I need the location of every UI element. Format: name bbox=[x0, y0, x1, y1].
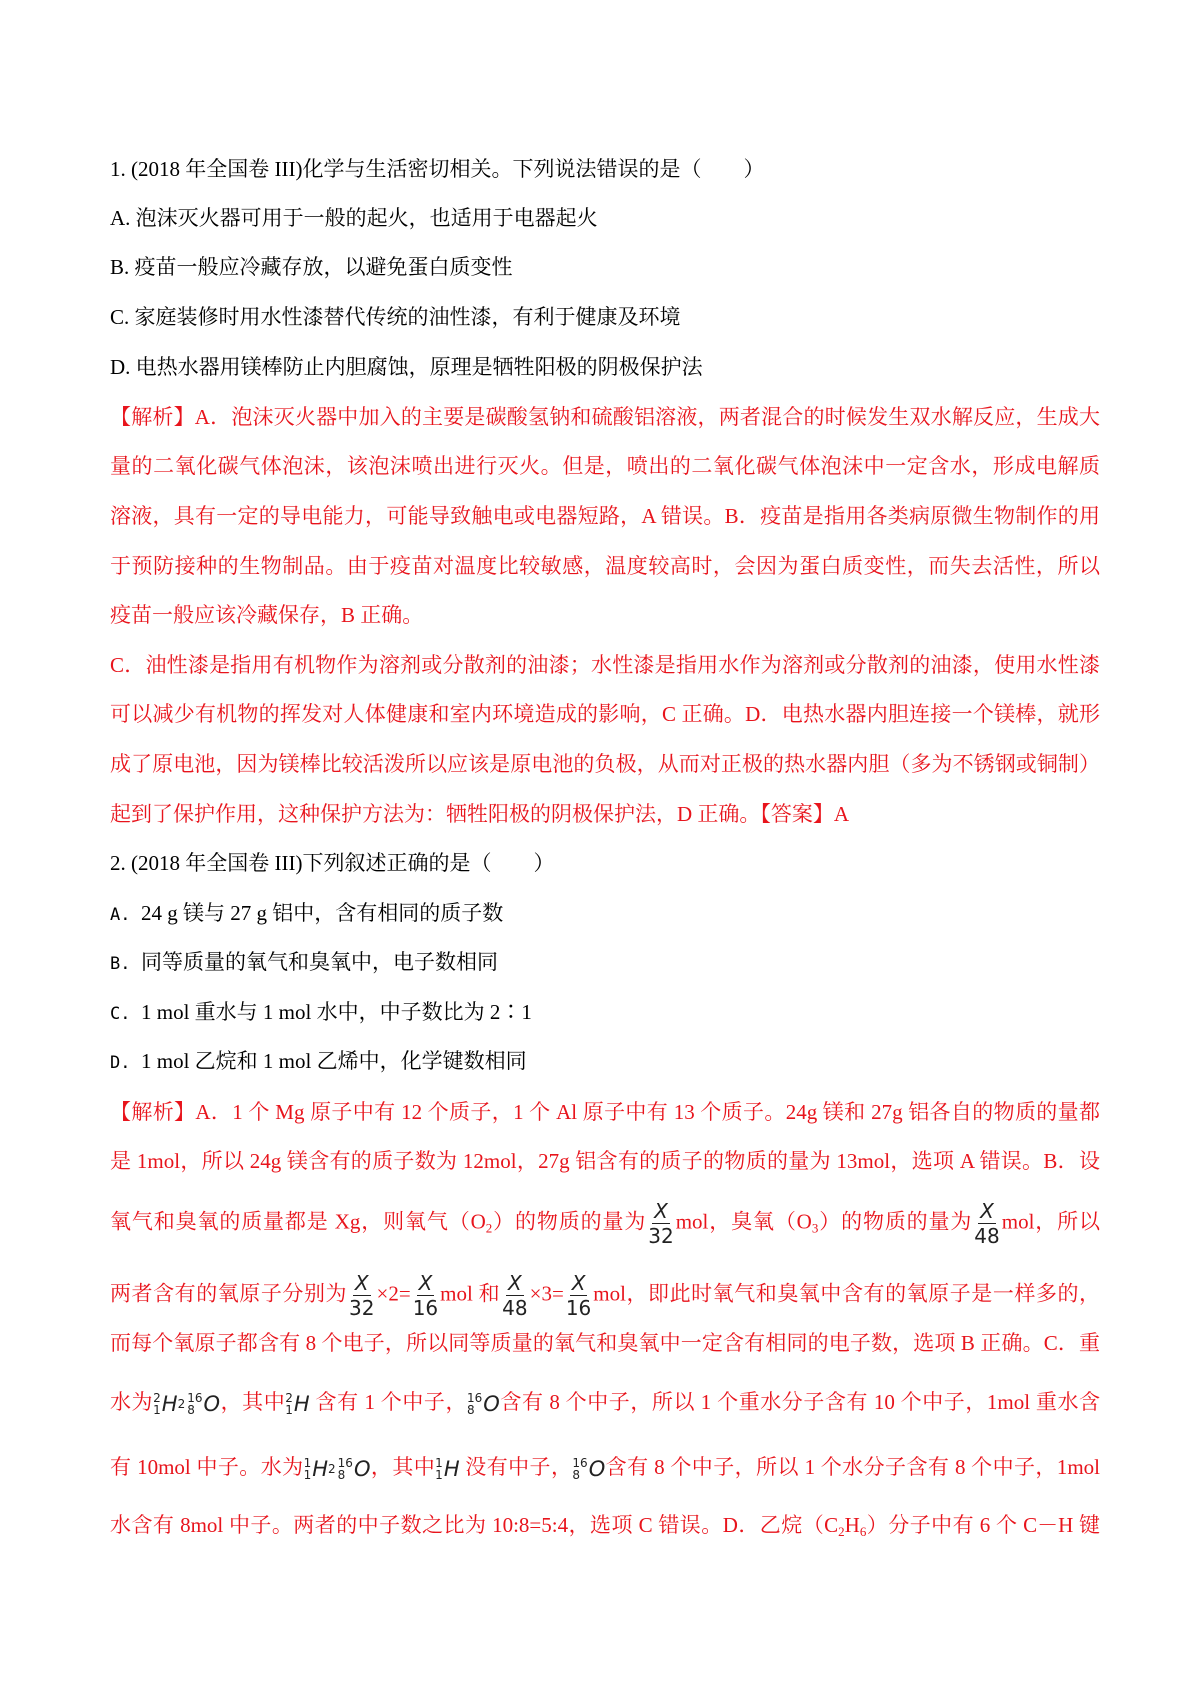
q1-option-a: A. 泡沫灭火器可用于一般的起火，也适用于电器起火 bbox=[110, 206, 598, 230]
mass-atomic-numbers bbox=[285, 1392, 293, 1416]
mass-atomic-numbers bbox=[153, 1392, 161, 1416]
atomic-number: 8 bbox=[337, 1468, 346, 1483]
analysis-line bbox=[110, 800, 1100, 828]
text-run: 是 1mol，所以 24g 镁含有的质子数为 12mol，27g 铝含有的质子的物质的量为 13mol，选项 A 错误。B．设 bbox=[110, 1149, 1100, 1173]
denominator: 32 bbox=[349, 1296, 375, 1320]
subscript: 2 bbox=[838, 1524, 845, 1539]
analysis-line bbox=[110, 502, 1100, 530]
text-run: ）分子中有 6 个 C－H 键 bbox=[866, 1513, 1101, 1537]
text-run: 可以减少有机物的挥发对人体健康和室内环境造成的影响，C 正确。D．电热水器内胆连接一个镁棒，就形 bbox=[110, 702, 1100, 726]
isotope-notation bbox=[435, 1455, 459, 1483]
q2-stem: 2. (2018 年全国卷 III)下列叙述正确的是（ ） bbox=[110, 851, 555, 875]
analysis-line bbox=[110, 1388, 1100, 1418]
mass-number: 1 bbox=[435, 1456, 443, 1471]
element-symbol: O bbox=[483, 1392, 500, 1417]
denominator: 16 bbox=[412, 1296, 439, 1320]
text-run: ，其中 bbox=[220, 1390, 286, 1414]
text-run: 疫苗一般应该冷藏保存，B 正确。 bbox=[110, 603, 424, 627]
analysis-line bbox=[110, 1147, 1100, 1175]
isotope-notation bbox=[187, 1390, 220, 1418]
q1-stem: 1. (2018 年全国卷 III)化学与生活密切相关。下列说法错误的是（ ） bbox=[110, 157, 765, 181]
text-run: 含有 8 个中子，所以 1 个水分子含有 8 个中子，1mol bbox=[605, 1455, 1101, 1479]
element-symbol: H bbox=[443, 1457, 460, 1482]
text-run: C．油性漆是指用有机物作为溶剂或分散剂的油漆；水性漆是指用水作为溶剂或分散剂的油漆，使用水性漆 bbox=[110, 653, 1100, 677]
fraction bbox=[648, 1199, 673, 1248]
numerator: X bbox=[508, 1271, 522, 1295]
option-letter: B. bbox=[110, 954, 131, 974]
analysis-line bbox=[110, 1511, 1100, 1546]
analysis-line bbox=[110, 1098, 1100, 1126]
numerator: X bbox=[354, 1271, 369, 1295]
atomic-number: 8 bbox=[187, 1403, 195, 1418]
analysis-line bbox=[110, 552, 1100, 580]
subscript: 2 bbox=[485, 1220, 493, 1236]
text-run: 而每个氧原子都含有 8 个电子，所以同等质量的氧气和臭氧中一定含有相同的电子数，选项 B 正确。C．重 bbox=[110, 1331, 1100, 1355]
text-run: 量的二氧化碳气体泡沫，该泡沫喷出进行灭火。但是，喷出的二氧化碳气体泡沫中一定含水，形成电解质 bbox=[110, 454, 1100, 478]
fraction bbox=[413, 1271, 438, 1320]
fraction bbox=[502, 1271, 527, 1320]
text-run: mol，即此时氧气和臭氧中含有的氧原子是一样多的， bbox=[593, 1281, 1101, 1306]
text-run: 【解析】A．泡沫灭火器中加入的主要是碳酸氢钠和硫酸铝溶液，两者混合的时候发生双水解反应，生成大 bbox=[110, 405, 1100, 429]
mass-number: 16 bbox=[467, 1391, 483, 1406]
analysis-line bbox=[110, 1271, 1100, 1320]
isotope-notation bbox=[572, 1455, 605, 1483]
numerator: X bbox=[418, 1271, 433, 1295]
subscript: 3 bbox=[811, 1220, 819, 1236]
q1-option-c: C. 家庭装修时用水性漆替代传统的油性漆，有利于健康及环境 bbox=[110, 305, 681, 329]
mass-number: 2 bbox=[153, 1391, 161, 1406]
text-run: 含有 1 个中子， bbox=[309, 1390, 468, 1414]
text-run: ）的物质的量为 bbox=[818, 1209, 973, 1234]
atomic-number: 8 bbox=[572, 1468, 581, 1483]
text-run: 【解析】A．1 个 Mg 原子中有 12 个质子，1 个 Al 原子中有 13 个质子。24g 镁和 27g 铝各自的物质的量都 bbox=[110, 1100, 1100, 1124]
mass-atomic-numbers bbox=[467, 1392, 482, 1416]
atomic-number: 1 bbox=[285, 1403, 293, 1418]
text-run: 没有中子， bbox=[459, 1455, 573, 1479]
denominator: 48 bbox=[974, 1224, 1000, 1248]
analysis-line bbox=[110, 601, 1100, 629]
mass-atomic-numbers bbox=[338, 1457, 353, 1481]
option-letter: A. bbox=[110, 905, 131, 925]
numerator: X bbox=[654, 1199, 668, 1223]
isotope-notation bbox=[304, 1455, 338, 1483]
numerator: X bbox=[980, 1199, 994, 1223]
q2-option-a bbox=[110, 899, 1100, 929]
isotope-notation bbox=[338, 1455, 371, 1483]
isotope-notation bbox=[153, 1390, 187, 1418]
text-run: mol，臭氧（O bbox=[675, 1209, 812, 1234]
option-text: 同等质量的氧气和臭氧中，电子数相同 bbox=[140, 950, 498, 974]
denominator: 16 bbox=[565, 1296, 592, 1320]
mass-number: 16 bbox=[187, 1391, 203, 1406]
option-letter: C. bbox=[110, 1004, 131, 1024]
text-run: mol 和 bbox=[440, 1281, 501, 1306]
element-symbol: H bbox=[161, 1392, 178, 1417]
analysis-line bbox=[110, 452, 1100, 480]
text-run: ×2= bbox=[376, 1281, 411, 1306]
q2-option-d bbox=[110, 1047, 1100, 1077]
text-run: 水含有 8mol 中子。两者的中子数之比为 10:8=5:4，选项 C 错误。D．乙烷（C bbox=[110, 1513, 839, 1537]
atom-count: 2 bbox=[328, 1462, 336, 1477]
text-run: ）的物质的量为 bbox=[492, 1209, 647, 1234]
element-symbol: H bbox=[293, 1392, 310, 1417]
text-run: H bbox=[844, 1513, 860, 1537]
text-run: 起到了保护作用，这种保护方法为：牺牲阳极的阴极保护法，D 正确。【答案】A bbox=[110, 802, 850, 826]
text-run: mol，所以 bbox=[1001, 1209, 1101, 1234]
fraction bbox=[566, 1271, 591, 1320]
mass-number: 16 bbox=[572, 1456, 588, 1471]
atomic-number: 1 bbox=[435, 1468, 443, 1483]
numerator: X bbox=[571, 1271, 586, 1295]
mass-number: 2 bbox=[285, 1391, 293, 1406]
option-text: 24 g 镁与 27 g 铝中，含有相同的质子数 bbox=[140, 901, 504, 925]
text-run: 水为 bbox=[110, 1390, 154, 1414]
analysis-line bbox=[110, 750, 1100, 778]
mass-atomic-numbers bbox=[572, 1457, 587, 1481]
text-run: 于预防接种的生物制品。由于疫苗对温度比较敏感，温度较高时，会因为蛋白质变性，而失去活性，所以 bbox=[110, 554, 1100, 578]
atomic-number: 1 bbox=[303, 1468, 312, 1483]
text-run: 氧气和臭氧的质量都是 Xg，则氧气（O bbox=[110, 1209, 486, 1234]
element-symbol: O bbox=[203, 1392, 221, 1417]
analysis-line bbox=[110, 1329, 1100, 1357]
atomic-number: 1 bbox=[153, 1403, 161, 1418]
analysis-line bbox=[110, 403, 1100, 431]
q2-option-b bbox=[110, 948, 1100, 978]
mass-atomic-numbers bbox=[304, 1457, 312, 1481]
text-run: ×3= bbox=[529, 1281, 564, 1306]
analysis-line bbox=[110, 700, 1100, 728]
denominator: 48 bbox=[502, 1296, 528, 1320]
mass-number: 1 bbox=[303, 1456, 312, 1471]
fraction bbox=[349, 1271, 374, 1320]
q1-option-b: B. 疫苗一般应冷藏存放，以避免蛋白质变性 bbox=[110, 255, 513, 279]
option-letter: D. bbox=[110, 1053, 131, 1073]
option-text: 1 mol 重水与 1 mol 水中，中子数比为 2∶1 bbox=[140, 1000, 532, 1024]
subscript: 6 bbox=[859, 1524, 867, 1539]
mass-number: 16 bbox=[337, 1456, 353, 1471]
q2-option-c bbox=[110, 998, 1100, 1028]
atomic-number: 8 bbox=[467, 1403, 475, 1418]
option-text: 1 mol 乙烷和 1 mol 乙烯中，化学键数相同 bbox=[140, 1049, 527, 1073]
mass-atomic-numbers bbox=[187, 1392, 202, 1416]
mass-atomic-numbers bbox=[435, 1457, 443, 1481]
isotope-notation bbox=[467, 1390, 500, 1418]
denominator: 32 bbox=[648, 1224, 674, 1248]
text-run: 两者含有的氧原子分别为 bbox=[110, 1281, 348, 1306]
analysis-line bbox=[110, 651, 1100, 679]
fraction bbox=[974, 1199, 999, 1248]
element-symbol: O bbox=[588, 1457, 606, 1482]
q1-option-d: D. 电热水器用镁棒防止内胆腐蚀，原理是牺牲阳极的阴极保护法 bbox=[110, 355, 703, 379]
element-symbol: O bbox=[353, 1457, 371, 1482]
analysis-line bbox=[110, 1453, 1100, 1483]
text-run: ，其中 bbox=[370, 1455, 436, 1479]
element-symbol: H bbox=[312, 1457, 329, 1482]
isotope-notation bbox=[285, 1390, 309, 1418]
text-run: 含有 8 个中子，所以 1 个重水分子含有 10 个中子，1mol 重水含 bbox=[499, 1390, 1101, 1414]
text-run: 溶液，具有一定的导电能力，可能导致触电或电器短路，A 错误。B．疫苗是指用各类病原微生物制作的用 bbox=[110, 504, 1100, 528]
analysis-line bbox=[110, 1199, 1100, 1248]
text-run: 成了原电池，因为镁棒比较活泼所以应该是原电池的负极，从而对正极的热水器内胆（多为不锈钢或铜制） bbox=[110, 752, 1100, 776]
atom-count: 2 bbox=[177, 1397, 186, 1412]
text-run: 有 10mol 中子。水为 bbox=[110, 1455, 304, 1479]
